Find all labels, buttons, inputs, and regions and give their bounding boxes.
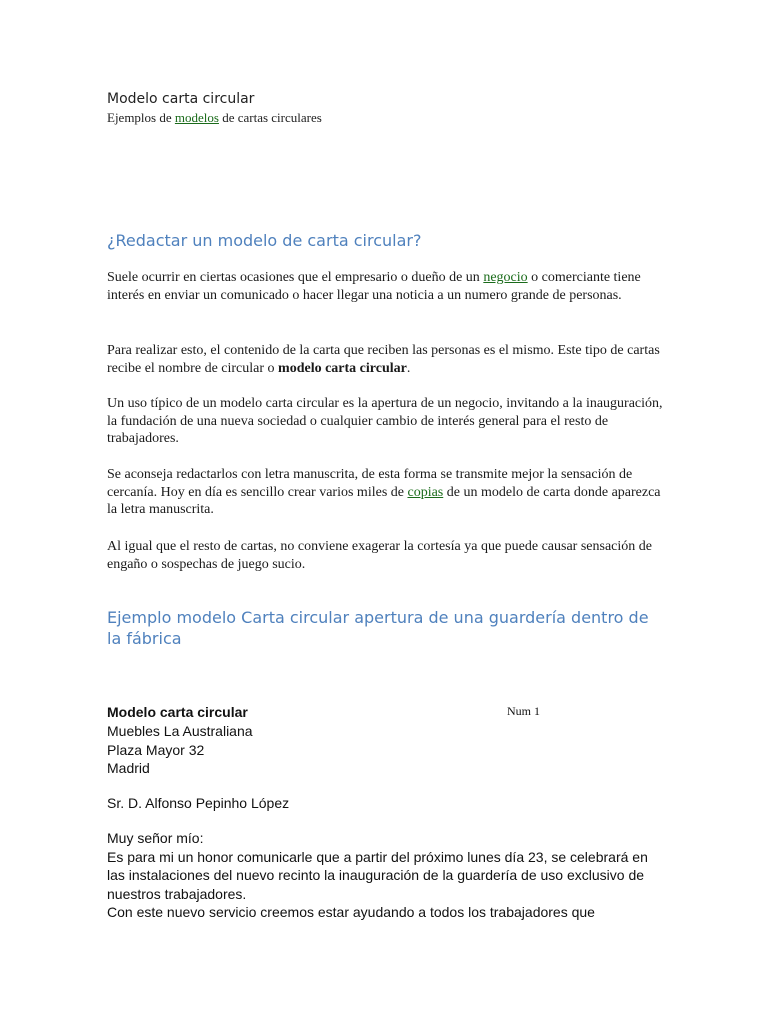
paragraph-2-text-before: Para realizar esto, el contenido de la carta que reciben las personas es el mismo. Este tipo de cartas recibe el nombre de circular o [107, 343, 660, 376]
paragraph-2 [107, 342, 667, 377]
letter-number: Num 1 [507, 704, 540, 718]
address-line-city: Madrid [107, 760, 150, 776]
subtitle-text-after: de cartas circulares [218, 110, 322, 125]
letter-address [107, 722, 253, 778]
paragraph-4-text-before: Se aconseja redactarlos con letra manuscrita, de esta forma se transmite mejor la sensación de cercanía. Hoy en día es sencillo crear varios miles de [107, 467, 633, 500]
address-line-street: Plaza Mayor 32 [107, 741, 205, 758]
copias-link[interactable]: copias [407, 484, 444, 500]
document-title: Modelo carta circular [107, 91, 255, 107]
letter-greeting: Muy señor mío: [107, 830, 204, 846]
letter-body-paragraph-1: Es para mi un honor comunicarle que a partir del próximo lunes día 23, se celebrará en las instalaciones del nuevo recinto la inauguración de la guardería de uso exclusivo de nuestros trabajadores. [107, 848, 648, 902]
paragraph-5: Al igual que el resto de cartas, no conviene exagerar la cortesía ya que puede causar sensación de engaño o sospechas de juego sucio. [107, 539, 652, 572]
negocio-link[interactable]: negocio [483, 270, 528, 285]
letter-title: Modelo carta circular [107, 704, 248, 720]
document-subtitle [107, 110, 322, 126]
paragraph-3: Un uso típico de un modelo carta circular es la apertura de un negocio, invitando a la inauguración, la fundación de una nueva sociedad o cualquier cambio de interés general para el resto de trabajadores. [107, 396, 663, 446]
letter-recipient: Sr. D. Alfonso Pepinho López [107, 795, 290, 811]
paragraph-1-text-before: Suele ocurrir en ciertas ocasiones que el empresario o dueño de un [107, 270, 484, 285]
paragraph-1-text-after: o comerciante tiene interés en enviar un comunicado o hacer llegar una noticia a un numero grande de personas. [107, 270, 641, 303]
paragraph-4 [107, 466, 667, 519]
paragraph-1 [107, 269, 667, 304]
section-heading-ejemplo: Ejemplo modelo Carta circular apertura de una guardería dentro de la fábrica [107, 608, 649, 648]
subtitle-text-before: Ejemplos de [107, 110, 175, 125]
section-heading-redactar: ¿Redactar un modelo de carta circular? [107, 231, 422, 250]
address-line-company: Muebles La Australiana [107, 723, 253, 739]
modelos-link[interactable]: modelos [174, 110, 219, 125]
letter-body [107, 829, 667, 922]
letter-body-paragraph-2: Con este nuevo servicio creemos estar ayudando a todos los trabajadores que [107, 904, 595, 920]
paragraph-2-text-after: . [406, 360, 411, 376]
paragraph-2-bold-text: modelo carta circular [278, 360, 407, 376]
paragraph-4-text-after: de un modelo de carta donde aparezca la letra manuscrita. [107, 484, 661, 517]
